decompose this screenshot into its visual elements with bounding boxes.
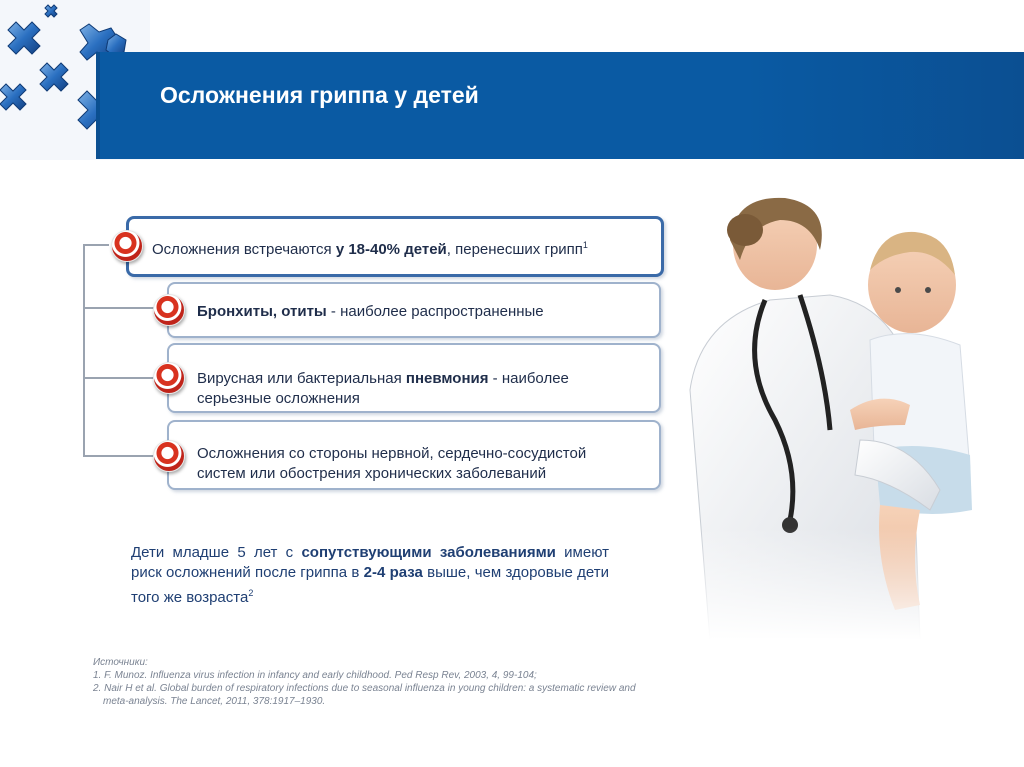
tree-connector-branch (83, 244, 109, 246)
doctor-with-child-photo (680, 190, 980, 640)
tree-connector-branch (83, 377, 155, 379)
red-ring-bullet-icon (153, 294, 185, 326)
page-title: Осложнения гриппа у детей (160, 82, 479, 108)
complication-text-3: Вирусная или бактериальная пневмония - наиболее серьезные осложнения (197, 370, 569, 407)
source-item-1: 1. F. Munoz. Influenza virus infection in infancy and early childhood. Ped Resp Rev, 2003, 4, 99-104; (93, 670, 537, 681)
tree-connector-branch (83, 455, 155, 457)
risk-note: Дети младше 5 лет с сопутствующими заболеваниями имеют риск осложнений после гриппа в 2-4 раза выше, чем здоровые дети того же возраста$^2$ (131, 544, 609, 606)
tree-connector-vertical (83, 244, 85, 457)
sources (93, 656, 663, 708)
complication-text-4: Осложнения со стороны нервной, сердечно-сосудистой систем или обострения хронических заболеваний (197, 445, 587, 482)
source-item-2: 2. Nair H et al. Global burden of respiratory infections due to seasonal influenza in young children: a systematic review and meta-analysis. The Lancet, 2011, 378:1917–1930. (93, 683, 636, 707)
red-ring-bullet-icon (153, 440, 185, 472)
red-ring-bullet-icon (111, 230, 143, 262)
sources-heading: Источники: (93, 657, 148, 668)
red-ring-bullet-icon (153, 362, 185, 394)
header-edge (96, 52, 100, 159)
tree-connector-branch (83, 307, 155, 309)
complication-text-2: Бронхиты, отиты - наиболее распространенные (197, 303, 544, 320)
complication-text-1: Осложнения встречаются у 18-40% детей, перенесших грипп$^1$ (152, 240, 588, 258)
